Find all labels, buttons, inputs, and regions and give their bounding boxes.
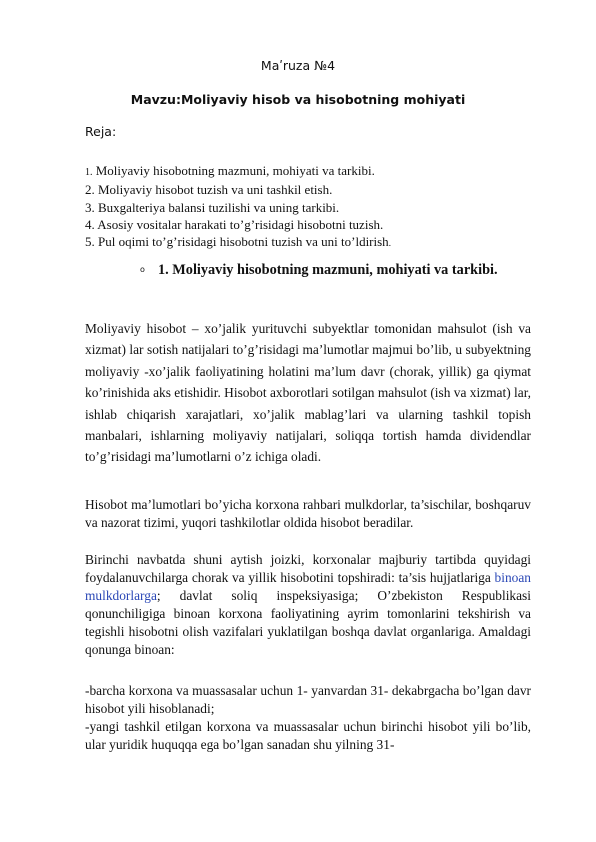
binoan-mulkdorlarga-link[interactable]: binoan mulkdorlarga (85, 570, 531, 603)
plan-list (85, 162, 525, 252)
paragraph-reporting: Hisobot ma’lumotlari bo’yicha korxona rahbari mulkdorlar, ta’sischilar, boshqaruv va nazorat tizimi, yuqori tashkilotlar oldida hisobot beradilar. (85, 497, 531, 530)
plan-item-text: Moliyaviy hisobotning mazmuni, mohiyati va tarkibi. (95, 163, 375, 178)
plan-item-number: 4 (85, 216, 92, 232)
list-item: -yangi tashkil etilgan korxona va muassasalar uchun birinchi hisobot yili bo’lib, ular yuridik huquqqa ega bo’lgan sanadan shu yilning 31- (85, 719, 531, 752)
plan-item: 4. Asosiy vositalar harakati to’g’risidagi hisobotni tuzish. (85, 216, 384, 232)
reporting-period-list (85, 682, 531, 754)
plan-heading: Reja: (85, 124, 117, 139)
paragraph-definition: Moliyaviy hisobot – xo’jalik yurituvchi subyektlar tomonidan mahsulot (ish va xizmat) lar sotish natijalari to’g’risidagi ma’lumotlar majmui bo’lib, u subyektning moliyaviy -xo’jalik faoliyatining holatini ma’lum davr (chorak, yillik) ga qiymat ko’rinishida aks etishidir. Hisobot axborotlari sotilgan mahsulot (ish va xizmat) lar, ishlab chiqarish xarajatlari, xo’jalik mablag’lari va ularning tashkil topish manbalari, ishlarning moliyaviy natijalari, soliqqa tortish hamda dividendlar to’g’risidagi ma’lumotlarni o’z ichiga oladi. (85, 321, 531, 465)
plan-item: 2. Moliyaviy hisobot tuzish va uni tashkil etish. (85, 182, 333, 198)
section-heading-text: 1. Moliyaviy hisobotning mazmuni, mohiyati va tarkibi. (158, 262, 498, 278)
plan-item-text: Asosiy vositalar harakati to’g’risidagi hisobotni tuzish. (97, 216, 384, 232)
plan-item-number: 5 (85, 234, 92, 250)
plan-item: 1. Moliyaviy hisobotning mazmuni, mohiyati va tarkibi. (85, 163, 375, 178)
plan-item-number: 2 (85, 182, 92, 198)
circle-bullet-icon: o (140, 265, 145, 274)
plan-item-text: Buxgalteriya balansi tuzilishi va uning tarkibi. (98, 199, 340, 215)
plan-item-number: 3 (85, 199, 92, 215)
section-heading (140, 262, 498, 279)
plan-item-text: Moliyaviy hisobot tuzish va uni tashkil etish. (98, 182, 333, 198)
paragraph-recipients: Birinchi navbatda shuni aytish joizki, korxonalar majburiy tartibda quyidagi foydalanuvchilarga chorak va yillik hisobotini topshiradi: ta’sis hujjatlariga binoan mulkdorlarga; davlat soliq inspeksiyasiga; O’zbekiston Respublikasi qonunchiligiga binoan korxona faoliyatining ayrim tomonlarini tekshirish va tegishli hisobotni olish vazifalari yuklatilgan boshqa davlat organlariga. Amaldagi qonunga binoan: (85, 552, 531, 657)
list-item: -barcha korxona va muassasalar uchun 1- yanvardan 31- dekabrgacha bo’lgan davr hisobot yili hisoblanadi; (85, 683, 531, 716)
plan-item-number: 1 (85, 167, 90, 178)
plan-item: 5. Pul oqimi to’g’risidagi hisobotni tuzish va uni to’ldirish. (85, 234, 391, 250)
plan-item-text: Pul oqimi to’g’risidagi hisobotni tuzish va uni to’ldirish (98, 234, 389, 250)
lecture-title: Maʹruza №4 (260, 58, 336, 73)
plan-item: 3. Buxgalteriya balansi tuzilishi va uning tarkibi. (85, 199, 340, 215)
lecture-subject: Mavzu:Moliyaviy hisob va hisobotning mohiyati (130, 92, 466, 107)
